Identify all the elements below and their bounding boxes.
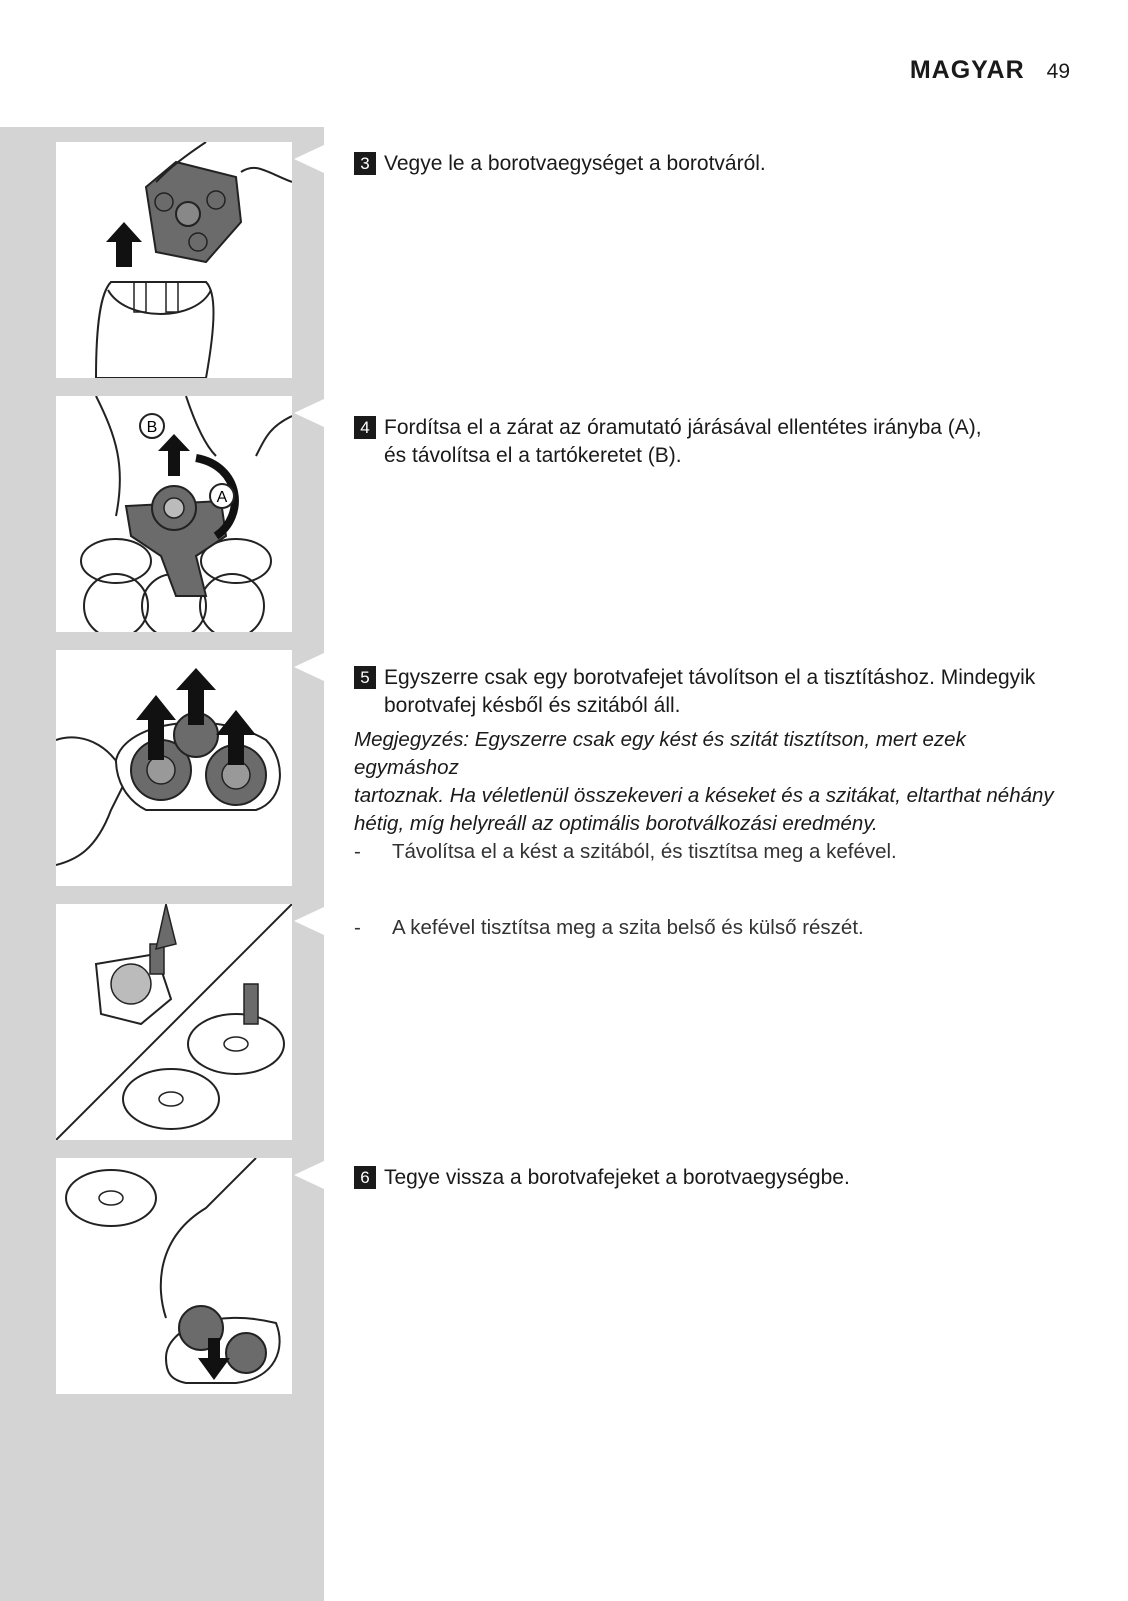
step-text-continued: borotvafej késből és szitából áll. [384, 694, 681, 717]
step-text: Fordítsa el a zárat az óramutató járásával ellentétes irányba (A), [384, 416, 982, 439]
figure-remove-heads [56, 650, 292, 886]
step-text: Egyszerre csak egy borotvafejet távolítson el a tisztításhoz. Mindegyik [384, 666, 1036, 689]
figure-pointer [294, 653, 324, 681]
figure-remove-shaving-unit [56, 142, 292, 378]
bullet-marker: - [354, 916, 361, 939]
bullet-item [354, 914, 1074, 942]
figure-pointer [294, 399, 324, 427]
note [354, 726, 1074, 838]
step-number: 5 [354, 666, 376, 689]
step-number: 3 [354, 152, 376, 175]
figure-retaining-frame [56, 396, 292, 632]
bullet-text: A kefével tisztítsa meg a szita belső és külső részét. [392, 916, 864, 939]
note-line: Egyszerre csak egy kést és szitát tisztítson, mert ezek egymáshoz [354, 728, 966, 779]
label-b: B [146, 419, 158, 436]
note-line: hétig, míg helyreáll az optimális borotválkozási eredmény. [354, 812, 878, 835]
figure-reinsert-heads [56, 1158, 292, 1394]
step-3 [354, 150, 1074, 178]
page-number: 49 [1046, 60, 1070, 83]
figure-brush-cleaning [56, 904, 292, 1140]
figure-pointer [294, 145, 324, 173]
step-6 [354, 1164, 1074, 1192]
step-brush-bullet [354, 914, 1074, 942]
bullet-text: Távolítsa el a kést a szitából, és tisztítsa meg a kefével. [392, 840, 897, 863]
figure-pointer [294, 907, 324, 935]
note-line: tartoznak. Ha véletlenül összekeveri a késeket és a szitákat, eltarthat néhány [354, 784, 1054, 807]
figure-pointer [294, 1161, 324, 1189]
label-a: A [216, 489, 228, 506]
bullet-marker: - [354, 840, 361, 863]
step-5 [354, 664, 1074, 866]
step-number: 4 [354, 416, 376, 439]
step-4 [354, 414, 1074, 470]
bullet-item [354, 838, 1074, 866]
step-text: Vegye le a borotvaegységet a borotváról. [384, 152, 766, 175]
step-text: Tegye vissza a borotvafejeket a borotvaegységbe. [384, 1166, 850, 1189]
step-number: 6 [354, 1166, 376, 1189]
step-text-continued: és távolítsa el a tartókeretet (B). [384, 444, 682, 467]
page-header [910, 56, 1070, 85]
language-label: MAGYAR [909, 56, 1025, 84]
note-label: Megjegyzés: [354, 728, 470, 751]
